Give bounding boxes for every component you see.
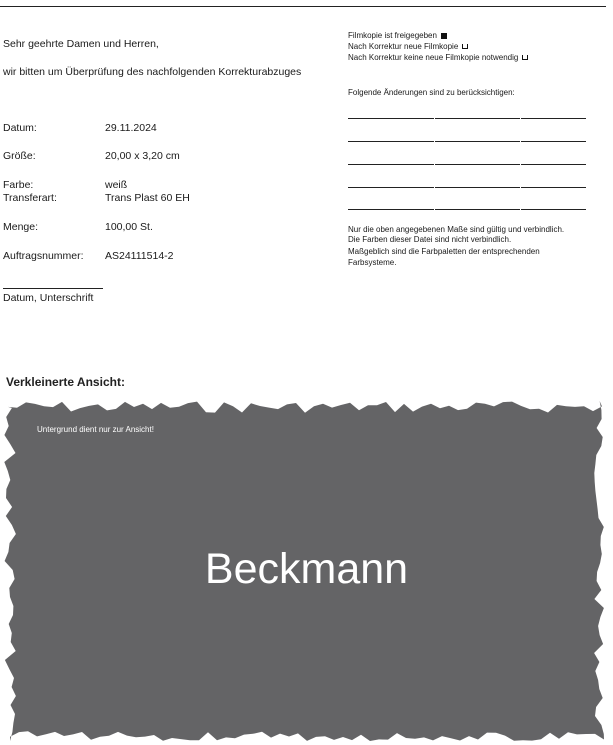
field-value-transfer-type: Trans Plast 60 EH	[105, 192, 190, 204]
top-rule	[0, 6, 606, 7]
changes-label: Folgende Änderungen sind zu berücksichtigen:	[348, 88, 515, 97]
request-text: wir bitten um Überprüfung des nachfolgenden Korrekturabzuges	[3, 66, 302, 78]
field-label-date: Datum:	[3, 122, 37, 134]
disclaimer-line-3: Maßgeblich sind die Farbpaletten der entsprechenden	[348, 247, 540, 256]
field-label-order-number: Auftragsnummer:	[3, 250, 84, 262]
field-label-size: Größe:	[3, 150, 36, 162]
option-no-new-film-copy[interactable]	[348, 53, 528, 63]
change-line-5[interactable]	[348, 209, 586, 210]
change-line-4[interactable]	[348, 187, 586, 188]
design-text: Beckmann	[204, 545, 409, 593]
field-label-transfer-type: Transferart:	[3, 192, 57, 204]
unchecked-box-icon[interactable]	[522, 55, 528, 60]
preview-title: Verkleinerte Ansicht:	[6, 375, 125, 389]
field-value-quantity: 100,00 St.	[105, 221, 153, 233]
change-line-3[interactable]	[348, 164, 586, 165]
option-no-new-film-copy-label: Nach Korrektur keine neue Filmkopie notwendig	[348, 53, 519, 62]
field-label-quantity: Menge:	[3, 221, 39, 233]
unchecked-box-icon[interactable]	[462, 44, 468, 49]
disclaimer-line-2: Die Farben dieser Datei sind nicht verbindlich.	[348, 235, 512, 244]
disclaimer-line-4: Farbsysteme.	[348, 258, 397, 267]
checked-box-icon[interactable]	[441, 33, 447, 39]
field-value-size: 20,00 x 3,20 cm	[105, 150, 180, 162]
background-note: Untergrund dient nur zur Ansicht!	[37, 425, 154, 434]
option-approved[interactable]	[348, 31, 447, 41]
disclaimer-line-1: Nur die oben angegebenen Maße sind gültig und verbindlich.	[348, 225, 565, 234]
field-value-color: weiß	[105, 179, 128, 191]
field-value-order-number: AS24111514-2	[105, 250, 174, 262]
salutation: Sehr geehrte Damen und Herren,	[3, 38, 159, 50]
option-new-film-copy-label: Nach Korrektur neue Filmkopie	[348, 42, 459, 51]
field-label-color: Farbe:	[3, 179, 34, 191]
field-value-date: 29.11.2024	[105, 122, 157, 134]
option-approved-label: Filmkopie ist freigegeben	[348, 31, 437, 40]
signature-line[interactable]	[3, 288, 103, 289]
signature-label: Datum, Unterschrift	[3, 292, 94, 304]
change-line-1[interactable]	[348, 118, 586, 119]
preview-panel	[0, 395, 613, 745]
option-new-film-copy[interactable]	[348, 42, 468, 52]
change-line-2[interactable]	[348, 141, 586, 142]
